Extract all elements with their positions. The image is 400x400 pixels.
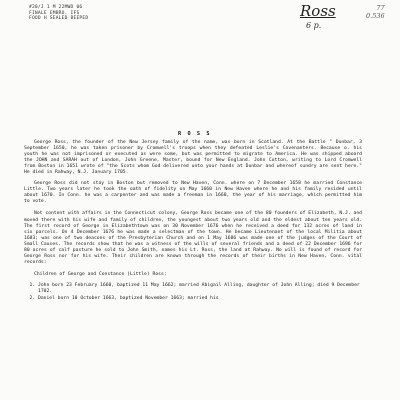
handwritten-ref-line: 0.536	[366, 12, 385, 20]
paragraph-elizabeth: Not content with affairs in the Connecticut colony, George Ross became one of the 80 founders of Elizabeth, N.J. and moved there with his wife and family of children, the youngest about two years old and the eldest about ten years old. The first record of George in Elizabethtown was on 30 November 1676 when he received a deed for 132 acres of land in six parcels. On 4 December 1676 he was made a selectman of the town. He became Lieutenant of the local Militia about 1683; was one of two deacons of the Presbyterian Church and on 1 May 1686 was made one of the judges of the Court of Small Causes. The records show that he was a witness of the wills of several friends and a deed of 22 December 1696 for 80 acres of calf pasture he sold to John Smith, names his Lt. Ross, the land at Rahway. No will is found of record for George Ross nor for his wife. Their children are known through the records of their births in New Haven, Conn. vital records:	[24, 211, 362, 265]
document-body	[24, 140, 362, 303]
stamp-line: FOOD H SEALED BEEPED	[29, 16, 89, 22]
child-entry: 2. Daniel born 10 October 1663, baptized November 1663; married his	[38, 296, 362, 302]
archive-stamp	[29, 5, 88, 22]
stamp-line: FINALE EMBRO. IFS	[29, 10, 80, 16]
stamp-line: #20/J 1 M 22MWD 06	[29, 5, 83, 10]
document-title: R O S S	[178, 131, 212, 137]
children-heading: Children of George and Constance (Little) Ross:	[34, 271, 167, 277]
handwritten-ref-line: 77	[376, 4, 385, 12]
handwritten-surname: Ross	[300, 2, 336, 20]
handwritten-reference	[366, 4, 385, 20]
handwritten-page-count: 6 p.	[306, 21, 322, 30]
paragraph-founder: George Ross, the founder of the New Jersey family of the name, was born in Scotland. At the Battle " Dunbar, 3 September 1650, he was taken prisoner by Cromwell's troops when they defeated Leslie's Covenanters. Because o. his youth he was not imprisoned or executed as were some, but was permitted to migrate to America. He was shipped aboard the JOHN and SARAH out of London, John Greene, Master, bound for New England. John Cotton, writing to Lord Cromwell from Boston in 1651 wrote of "the Scots whom God delivered unto your hands at Dunbar and whereof sundry are sent here." He died in Rahway, N.J. January 1705.	[24, 140, 362, 176]
paragraph-new-haven: George Ross did not stay in Boston but removed to New Haven, Conn. where on 7 December 1658 he married Constance Little. Two years later he took the oath of fidelity on May 1660 in New Haven where he and his family resided until about 1670. In Conn. he was a carpenter and was made a freeman in 1668, the year of his marriage, which permitted him to vote.	[24, 181, 362, 205]
child-entry: 1. John born 23 February 1660, baptized 11 May 1662; married Abigail Alling, daughter of John Alling; died 9 December 1702.	[38, 283, 362, 295]
children-list	[24, 283, 362, 302]
